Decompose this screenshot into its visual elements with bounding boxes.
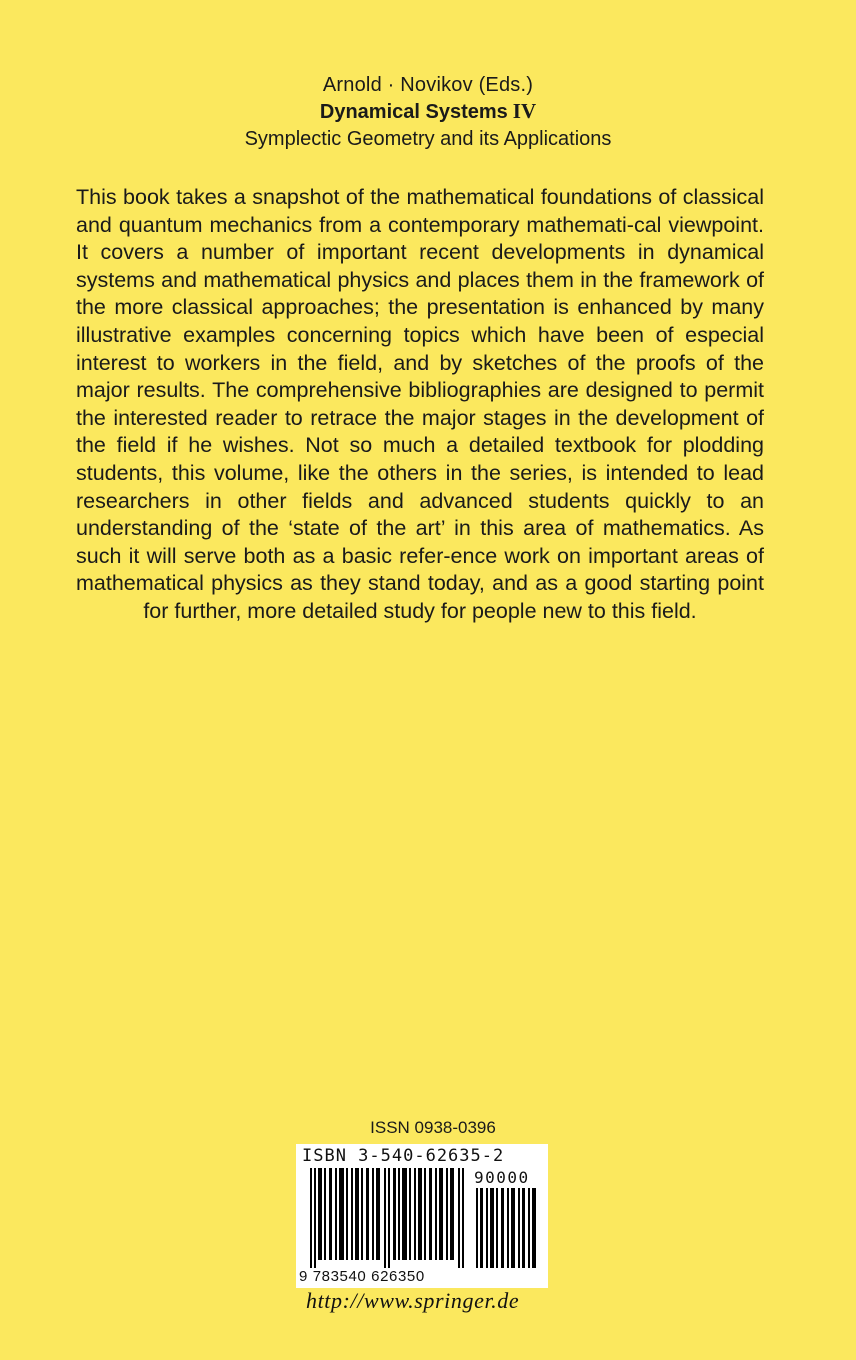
book-subtitle: Symplectic Geometry and its Applications	[244, 128, 612, 150]
volume-number: IV	[512, 99, 537, 123]
addon-digits: 90000	[474, 1168, 530, 1187]
book-title	[0, 98, 856, 125]
barcode-addon-bars	[476, 1188, 540, 1268]
editors: Arnold · Novikov (Eds.)	[322, 74, 534, 96]
ean-digits: 9 783540 626350	[299, 1268, 425, 1285]
cover-header	[0, 72, 856, 153]
issn-label: ISSN 0938-0396	[370, 1118, 496, 1137]
barcode-main-bars	[310, 1168, 468, 1268]
barcode	[296, 1144, 548, 1288]
book-title-text: Dynamical Systems	[319, 101, 508, 123]
book-description: This book takes a snapshot of the mathematical foundations of classical and quantum mechanics from a contemporary mathemati-cal viewpoint. It covers a number of important recent developments in dynamical systems and mathematical physics and places them in the framework of the more classical approaches; the presentation is enhanced by many illustrative examples concerning topics which have been of especial interest to workers in the field, and by sketches of the proofs of the major results. The comprehensive bibliographies are designed to permit the interested reader to retrace the major stages in the development of the field if he wishes. Not so much a detailed textbook for plodding students, this volume, like the others in the series, is intended to lead researchers in other fields and advanced students quickly to an understanding of the ‘state of the art’ in this area of mathematics. As such it will serve both as a basic refer-ence work on important areas of mathematical physics as they stand today, and as a good starting point for further, more detailed study for people new to this field.	[76, 185, 764, 623]
isbn-label: ISBN 3-540-62635-2	[302, 1146, 505, 1166]
publisher-url[interactable]: http://www.springer.de	[306, 1288, 520, 1313]
